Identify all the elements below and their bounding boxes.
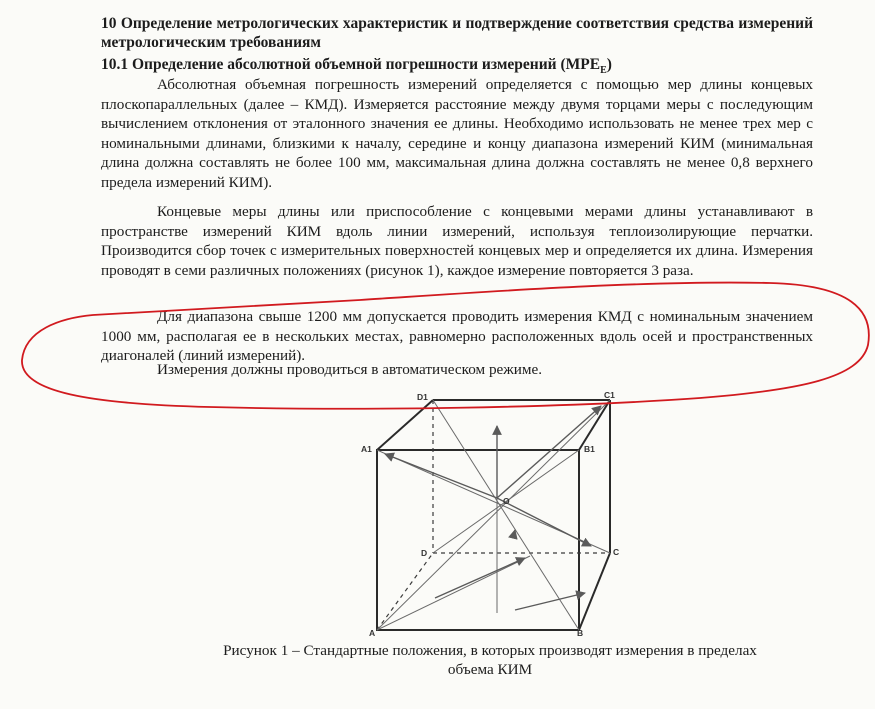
cube-diagram [355, 388, 645, 638]
arrow-small-up [513, 530, 515, 538]
cube-edge-b1-c1 [579, 400, 610, 450]
vertex-label-a1: A1 [361, 444, 372, 454]
cube-edge-a1-d1 [377, 400, 433, 450]
subsection-title: 10.1 Определение абсолютной объемной погрешности измерений (MPE [101, 56, 601, 73]
cube-hidden-edge-a-d [377, 553, 433, 630]
vertex-label-c1: C1 [604, 390, 615, 400]
paragraph-3: Для диапазона свыше 1200 мм допускается проводить измерения КМД с номинальным значением 1000 мм, располагая ее в нескольких местах, равномерно расположенных вдоль осей и пространственных диагоналей (линий измерений). [101, 308, 813, 365]
arrow-to-a1 [385, 454, 497, 498]
subsection-title-subscript: E [600, 65, 607, 77]
vertex-label-b: B [577, 628, 584, 638]
vertex-label-d: D [421, 548, 428, 558]
subsection-title-end: ) [606, 56, 612, 73]
arrow-lower [435, 558, 525, 598]
figure-caption [150, 641, 830, 679]
cube-edge-b-c [579, 553, 610, 630]
vertex-label-c: C [613, 547, 620, 557]
vertex-label-b1: B1 [584, 444, 595, 454]
arrow-to-c [497, 498, 591, 546]
figure-caption-line-1: Рисунок 1 – Стандартные положения, в которых производят измерения в пределах [223, 642, 757, 659]
paragraph-4: Измерения должны проводиться в автоматическом режиме. [157, 361, 543, 378]
cube-front-face [377, 450, 579, 630]
vertex-label-a: A [369, 628, 376, 638]
vertex-label-d1: D1 [417, 392, 428, 402]
vertex-label-o: O [503, 496, 510, 506]
section-heading: 10 Определение метрологических характеристик и подтверждение соответствия средства измерений метрологическим требованиям [101, 15, 813, 51]
diagonal-b-d1 [433, 400, 579, 630]
lower-measure-line [377, 556, 530, 630]
paragraph-2: Концевые меры длины или приспособление с концевыми мерами длины устанавливают в пространстве измерений КИМ вдоль линии измерений, используя теплоизолирующие перчатки. Производится сбор точек с измерительных поверхностей концевых мер и определяется их длина. Измерения проводят в семи различных положениях (рисунок 1), каждое измерение повторяется 3 раза. [101, 203, 813, 279]
figure-caption-line-2: объема КИМ [447, 661, 533, 678]
arrow-bottom-right [515, 593, 585, 610]
paragraph-1: Абсолютная объемная погрешность измерений определяется с помощью мер длины концевых плоскопараллельных (далее – КМД). Измеряется расстояние между двумя торцами меры с последующим вычислением отклонения от эталонного значения ее длины. Необходимо использовать не менее трех мер с номинальными длинами, близкими к началу, середине и концу диапазона измерений КИМ (минимальная длина должна составлять не более 100 мм, максимальная длина должна составлять не менее 0,8 верхнего предела измерений КИМ). [101, 76, 813, 191]
